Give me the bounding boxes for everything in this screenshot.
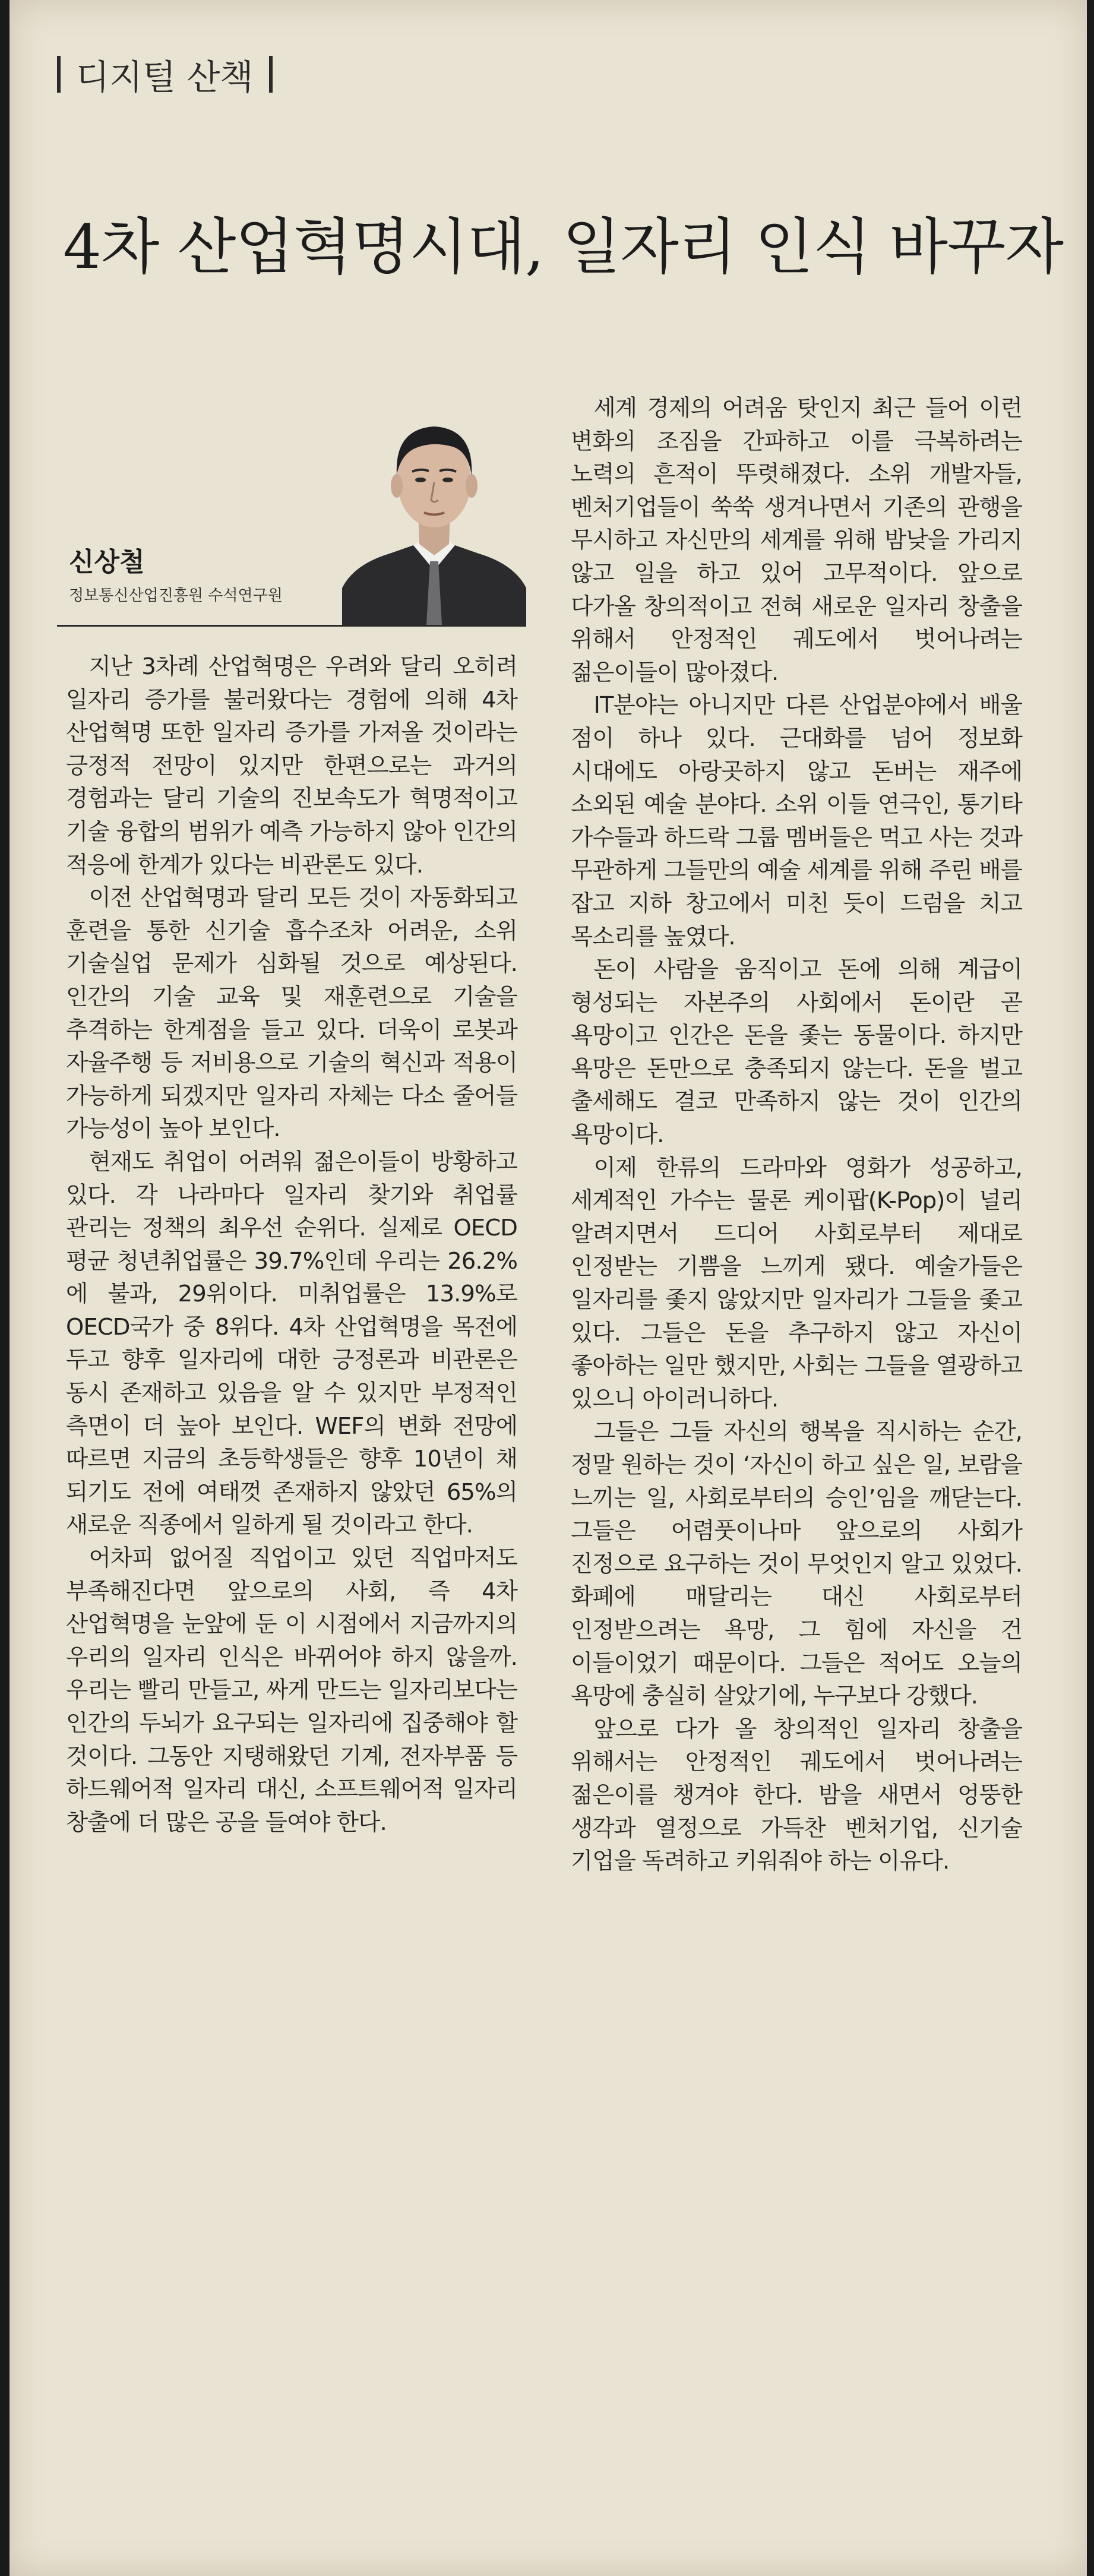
headline: 4차 산업혁명시대, 일자리 인식 바꾸자 xyxy=(63,212,1063,283)
section-divider xyxy=(57,56,61,93)
paragraph: 지난 3차례 산업혁명은 우려와 달리 오히려 일자리 증가를 불러왔다는 경험에 의해 4차 산업혁명 또한 일자리 증가를 가져올 것이라는 긍정적 전망이 있지만 한편으로는 과거의 경험과는 달리 기술의 진보속도가 혁명적이고 기술 융합의 범위가 예측 가능하지 않아 인간의 적응에 한계가 있다는 비관론도 있다. xyxy=(66,653,517,878)
author-portrait xyxy=(342,392,526,625)
author-name: 신상철 xyxy=(69,547,145,577)
paragraph: 그들은 그들 자신의 행복을 직시하는 순간, 정말 원하는 것이 ‘자신이 하고 싶은 일, 보람을 느끼는 일, 사회로부터의 승인’임을 깨닫는다. 그들은 어렴풋이나마 앞으로의 사회가 진정으로 요구하는 것이 무엇인지 알고 있었다. 화폐에 매달리는 대신 사회로부터 인정받으려는 욕망, 그 힘에 자신을 건 이들이었기 때문이다. 그들은 적어도 오늘의 욕망에 충실히 살았기에, 누구보다 강했다. xyxy=(571,1418,1022,1710)
author-divider xyxy=(57,625,526,627)
paragraph: 현재도 취업이 어려워 젊은이들이 방황하고 있다. 각 나라마다 일자리 찾기와 취업률 관리는 정책의 최우선 순위다. 실제로 OECD 평균 청년취업률은 39.7%인데 우리는 26.2%에 불과, 29위이다. 미취업률은 13.9%로 OECD국가 중 8위다. 4차 산업혁명을 목전에 두고 향후 일자리에 대한 긍정론과 비관론은 동시 존재하고 있음을 알 수 있지만 부정적인 측면이 더 높아 보인다. WEF의 변화 전망에 따르면 지금의 초등학생들은 향후 10년이 채 되기도 전에 여태껏 존재하지 않았던 65%의 새로운 직종에서 일하게 될 것이라고 한다. xyxy=(66,1148,517,1539)
section-header xyxy=(57,42,273,107)
newspaper-page xyxy=(10,0,1087,2576)
author-box xyxy=(57,392,526,625)
author-title: 정보통신산업진흥원 수석연구원 xyxy=(69,587,283,605)
paragraph: 돈이 사람을 움직이고 돈에 의해 계급이 형성되는 자본주의 사회에서 돈이란 곧 욕망이고 인간은 돈을 좇는 동물이다. 하지만 욕망은 돈만으로 충족되지 않는다. 돈을 벌고 출세해도 결코 만족하지 않는 것이 인간의 욕망이다. xyxy=(571,956,1022,1149)
section-divider xyxy=(269,56,273,93)
paragraph: 이제 한류의 드라마와 영화가 성공하고, 세계적인 가수는 물론 케이팝(K-Pop)이 널리 알려지면서 드디어 사회로부터 제대로 인정받는 기쁨을 느끼게 됐다. 예술가들은 일자리를 좇지 않았지만 일자리가 그들을 좇고 있다. 그들은 돈을 추구하지 않고 자신이 좋아하는 일만 했지만, 사회는 그들을 열광하고 있으니 아이러니하다. xyxy=(571,1154,1022,1412)
section-label: 디지털 산책 xyxy=(76,57,254,97)
paragraph: 앞으로 다가 올 창의적인 일자리 창출을 위해서는 안정적인 궤도에서 벗어나려는 젊은이를 챙겨야 한다. 밤을 새면서 엉뚱한 생각과 열정으로 가득찬 벤처기업, 신기술 기업을 독려하고 키워줘야 하는 이유다. xyxy=(571,1715,1022,1875)
article-column-left xyxy=(66,650,517,1839)
paragraph: 어차피 없어질 직업이고 있던 직업마저도 부족해진다면 앞으로의 사회, 즉 4차 산업혁명을 눈앞에 둔 이 시점에서 지금까지의 우리의 일자리 인식은 바뀌어야 하지 않을까. 우리는 빨리 만들고, 싸게 만드는 일자리보다는 인간의 두뇌가 요구되는 일자리에 집중해야 할 것이다. 그동안 지탱해왔던 기계, 전자부품 등 하드웨어적 일자리 대신, 소프트웨어적 일자리 창출에 더 많은 공을 들여야 한다. xyxy=(66,1545,517,1836)
article-column-right xyxy=(571,392,1022,1878)
paragraph: 이전 산업혁명과 달리 모든 것이 자동화되고 훈련을 통한 신기술 흡수조차 어려운, 소위 기술실업 문제가 심화될 것으로 예상된다. 인간의 기술 교육 및 재훈련으로 기술을 추격하는 한계점을 들고 있다. 더욱이 로봇과 자율주행 등 저비용으로 기술의 혁신과 적용이 가능하게 되겠지만 일자리 자체는 다소 줄어들 가능성이 높아 보인다. xyxy=(66,884,517,1143)
paragraph: IT분야는 아니지만 다른 산업분야에서 배울 점이 하나 있다. 근대화를 넘어 정보화 시대에도 아랑곳하지 않고 돈버는 재주에 소외된 예술 분야다. 소위 이들 연극인, 통기타 가수들과 하드락 그룹 멤버들은 먹고 사는 것과 무관하게 그들만의 예술 세계를 위해 주린 배를 잡고 지하 창고에서 미친 듯이 드럼을 치고 목소리를 높였다. xyxy=(571,692,1022,950)
paragraph: 세계 경제의 어려움 탓인지 최근 들어 이런 변화의 조짐을 간파하고 이를 극복하려는 노력의 흔적이 뚜렷해졌다. 소위 개발자들, 벤처기업들이 쑥쑥 생겨나면서 기존의 관행을 무시하고 자신만의 세계를 위해 밤낮을 가리지 않고 일을 하고 있어 고무적이다. 앞으로 다가올 창의적이고 전혀 새로운 일자리 창출을 위해서 안정적인 궤도에서 벗어나려는 젊은이들이 많아졌다. xyxy=(571,395,1022,686)
